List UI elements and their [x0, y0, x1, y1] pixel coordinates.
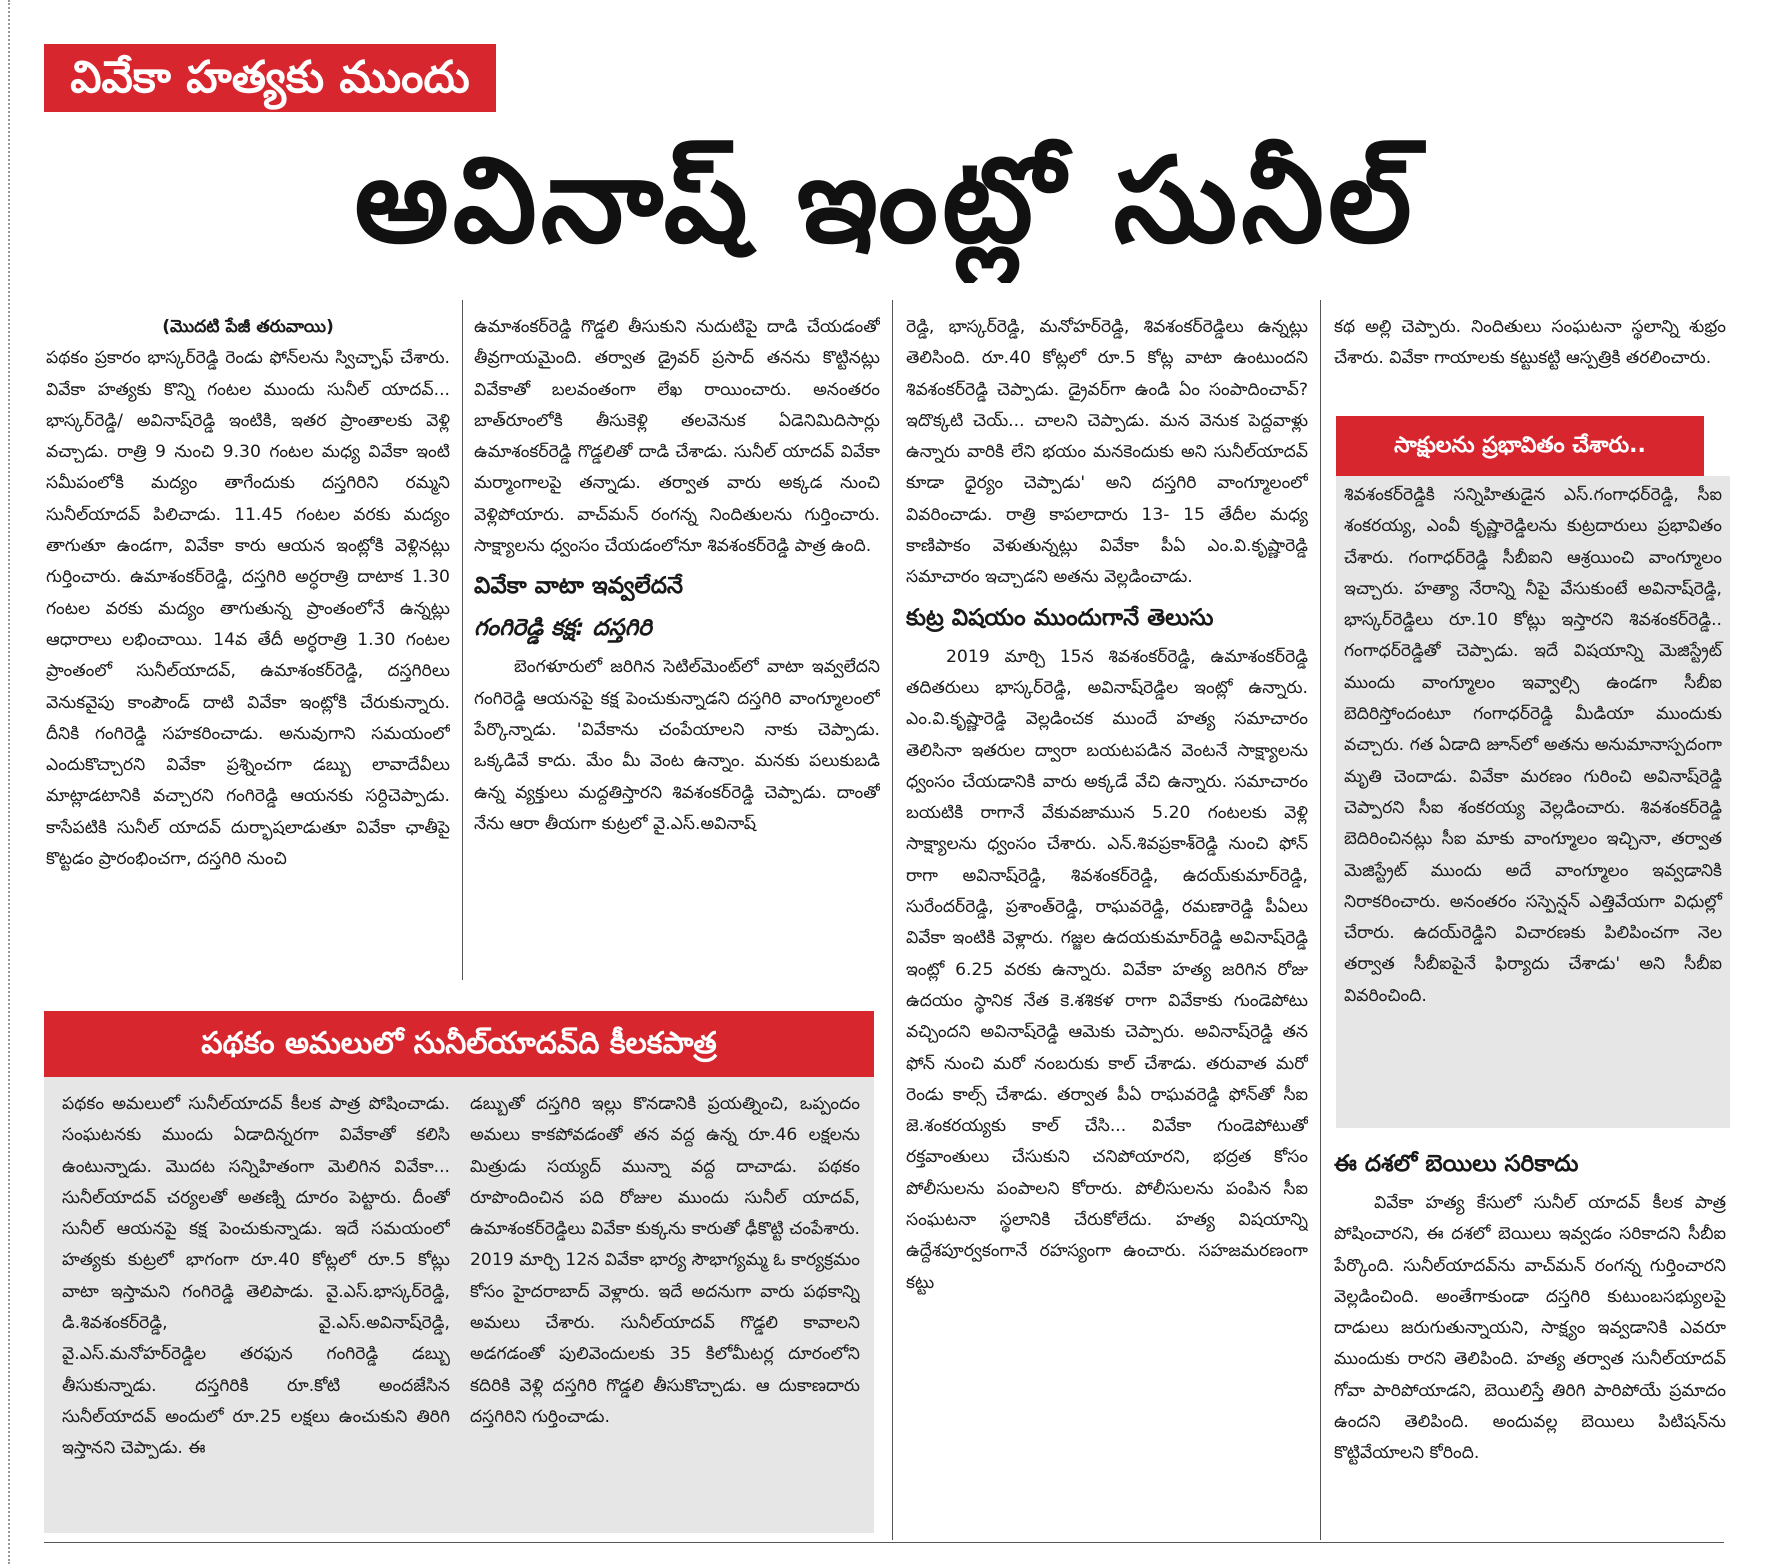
- column-rule-3: [1320, 300, 1321, 1540]
- column-4-paragraph-2: వివేకా హత్య కేసులో సునీల్ యాదవ్ కీలక పాత్ర పోషించారని, ఈ దశలో బెయిలు ఇవ్వడం సరికాదని సీబీఐ పేర్కొంది. సునీల్‌యాదవ్‌ను వాచ్‌మన్ రంగన్న గుర్తించారని వెల్లడించింది. అంతేగాకుండా దస్తగిరి కుటుంబసభ్యులపై దాడులు జరుగుతున్నాయని, సాక్ష్యం ఇవ్వడానికి ఎవరూ ముందుకు రారని తెలిపింది. హత్య తర్వాత సునీల్‌యాదవ్ గోవా పారిపోయాడని, బెయిలిస్తే తిరిగి పారిపోయే ప్రమాదం ఉందని తెలిపింది. అందువల్ల బెయిలు పిటిషన్‌ను కొట్టివేయాలని కోరింది.: [1334, 1193, 1726, 1464]
- column-4-paragraph-1: కథ అల్లి చెప్పారు. నిందితులు సంఘటనా స్థలాన్ని శుభ్రం చేశారు. వివేకా గాయాలకు కట్టుకట్టి ఆస్పత్రికి తరలించారు.: [1334, 317, 1726, 369]
- feature-box: [44, 1077, 874, 1533]
- article-column-3: [906, 312, 1308, 1540]
- article-column-1: [46, 312, 450, 972]
- feature-box-left-column: [62, 1089, 450, 1521]
- subheading-conspiracy: కుట్ర విషయం ముందుగానే తెలుసు: [906, 604, 1214, 631]
- feature-box-left-text: పథకం అమలులో సునీల్‌యాదవ్ కీలక పాత్ర పోషించాడు. సంఘటనకు ముందు ఏడాదిన్నరగా వివేకాతో కలిసి ఉంటున్నాడు. మొదట సన్నిహితంగా మెలిగిన వివేకా... సునీల్‌యాదవ్ చర్యలతో అతణ్ని దూరం పెట్టారు. దీంతో సునీల్ ఆయనపై కక్ష పెంచుకున్నాడు. ఇదే సమయంలో హత్యకు కుట్రలో భాగంగా రూ.40 కోట్లలో రూ.5 కోట్లు వాటా ఇస్తామని గంగిరెడ్డి తెలిపాడు. వై.ఎస్.భాస్కర్‌రెడ్డి, డి.శివశంకర్‌రెడ్డి, వై.ఎస్.అవినాష్‌రెడ్డి, వై.ఎస్.మనోహర్‌రెడ్డిల తరఫున గంగిరెడ్డి డబ్బు తీసుకున్నాడు. దస్తగిరికి రూ.కోటి అందజేసిన సునీల్‌యాదవ్ అందులో రూ.25 లక్షలు ఉంచుకుని తిరిగి ఇస్తానని చెప్పాడు. ఈ: [62, 1094, 450, 1459]
- feature-box-right-column: [470, 1089, 860, 1521]
- witnesses-box: [1336, 476, 1730, 1128]
- column-1-paragraph: పథకం ప్రకారం భాస్కర్‌రెడ్డి రెండు ఫోన్‌లను స్విచ్ఛాఫ్ చేశారు. వివేకా హత్యకు కొన్ని గంటల ముందు సునీల్ యాదవ్... భాస్కర్‌రెడ్డి/ అవినాష్‌రెడ్డి ఇంటికి, ఇతర ప్రాంతాలకు వెళ్లి వచ్చాడు. రాత్రి 9 నుంచి 9.30 గంటల మధ్య వివేకా ఇంటి సమీపంలోకి మద్యం తాగేందుకు దస్తగిరిని రమ్మని సునీల్‌యాదవ్ పిలిచాడు. 11.45 గంటల వరకు మద్యం తాగుతూ ఉండగా, వివేకా కారు ఆయన ఇంట్లోకి వెళ్లినట్లు గుర్తించారు. ఉమాశంకర్‌రెడ్డి, దస్తగిరి అర్ధరాత్రి దాటాక 1.30 గంటల వరకు మద్యం తాగుతున్న ప్రాంతంలోనే ఉన్నట్లు ఆధారాలు లభించాయి. 14వ తేదీ అర్ధరాత్రి 1.30 గంటల ప్రాంతంలో సునీల్‌యాదవ్, ఉమాశంకర్‌రెడ్డి, దస్తగిరిలు వెనుకవైపు కాంపౌండ్ దాటి వివేకా ఇంట్లోకి చేరుకున్నారు. దీనికి గంగిరెడ్డి సహకరించాడు. అనువుగాని సమయంలో ఎందుకొచ్చారని వివేకా ప్రశ్నించగా డబ్బు లావాదేవీలు మాట్లాడటానికి వచ్చారని గంగిరెడ్డి ఆయనకు సర్దిచెప్పాడు. కాసేపటికి సునీల్ యాదవ్ దుర్భాషలాడుతూ వివేకా ఛాతీపై కొట్టడం ప్రారంభించగా, దస్తగిరి నుంచి: [46, 348, 450, 870]
- article-column-4-bottom: [1334, 1146, 1726, 1540]
- subheading-2: గంగిరెడ్డి కక్ష: దస్తగిరి: [474, 615, 652, 642]
- feature-box-title: పథకం అమలులో సునీల్‌యాదవ్‌ది కీలకపాత్ర: [44, 1011, 874, 1077]
- kicker-label: వివేకా హత్యకు ముందు: [44, 44, 496, 112]
- subheading-bail: ఈ దశలో బెయిలు సరికాదు: [1334, 1151, 1579, 1177]
- feature-box-right-text: డబ్బుతో దస్తగిరి ఇల్లు కొనడానికి ప్రయత్నించి, ఒప్పందం అమలు కాకపోవడంతో తన వద్ద ఉన్న రూ.46 లక్షలను మిత్రుడు సయ్యద్ మున్నా వద్ద దాచాడు. పథకం రూపొందించిన పది రోజుల ముందు సునీల్ యాదవ్, ఉమాశంకర్‌రెడ్డిలు వివేకా కుక్కను కారుతో ఢీకొట్టి చంపేశారు. 2019 మార్చి 12న వివేకా భార్య సౌభాగ్యమ్మ ఓ కార్యక్రమం కోసం హైదరాబాద్ వెళ్లారు. ఇదే అదనుగా వారు పథకాన్ని అమలు చేశారు. సునీల్‌యాదవ్ గొడ్డలి కావాలని అడగడంతో పులివెందులకు 35 కిలోమీటర్ల దూరంలోని కదిరికి వెళ్లి దస్తగిరి గొడ్డలి తీసుకొచ్చాడు. ఆ దుకాణదారు దస్తగిరిని గుర్తించాడు.: [470, 1094, 860, 1427]
- column-2-paragraph-2: బెంగళూరులో జరిగిన సెటిల్‌మెంట్‌లో వాటా ఇవ్వలేదని గంగిరెడ్డి ఆయనపై కక్ష పెంచుకున్నాడని దస్తగిరి వాంగ్మూలంలో పేర్కొన్నాడు. 'వివేకాను చంపేయాలని నాకు చెప్పాడు. ఒక్కడివే కాదు. మేం మీ వెంట ఉన్నాం. మనకు పలుకుబడి ఉన్న వ్యక్తులు మద్దతిస్తారని శివశంకర్‌రెడ్డి చెప్పాడు. దాంతో నేను ఆరా తీయగా కుట్రలో వై.ఎస్.అవినాష్: [474, 657, 880, 834]
- witnesses-box-text: శివశంకర్‌రెడ్డికి సన్నిహితుడైన ఎస్.గంగాధర్‌రెడ్డి, సీఐ శంకరయ్య, ఎంవీ కృష్ణారెడ్డిలను కుట్రదారులు ప్రభావితం చేశారు. గంగాధర్‌రెడ్డి సీబీఐని ఆశ్రయించి వాంగ్మూలం ఇచ్చారు. హత్యా నేరాన్ని నీపై వేసుకుంటే అవినాష్‌రెడ్డి, భాస్కర్‌రెడ్డిలు రూ.10 కోట్లు ఇస్తారని శివశంకర్‌రెడ్డి.. గంగాధర్‌రెడ్డితో చెప్పాడు. ఇదే విషయాన్ని మెజిస్ట్రేట్ ముందు వాంగ్మూలం ఇవ్వాల్సి ఉండగా సీబీఐ బెదిరిస్తోందంటూ గంగాధర్‌రెడ్డి మీడియా ముందుకు వచ్చారు. గత ఏడాది జూన్‌లో అతను అనుమానాస్పదంగా మృతి చెందాడు. వివేకా మరణం గురించి అవినాష్‌రెడ్డి చెప్పారని సీఐ శంకరయ్య వెల్లడించారు. శివశంకర్‌రెడ్డి బెదిరించినట్లు సీఐ మాకు వాంగ్మూలం ఇచ్చినా, తర్వాత మెజిస్ట్రేట్ ముందు అదే వాంగ్మూలం ఇవ్వడానికి నిరాకరించారు. అనంతరం సస్పెన్షన్ ఎత్తివేయగా విధుల్లో చేరారు. ఉదయ్‌రెడ్డిని విచారణకు పిలిపించగా నెల తర్వాత సీబీఐపైనే ఫిర్యాదు చేశాడు' అని సీబీఐ వివరించింది.: [1344, 485, 1722, 1006]
- dateline: (మొదటి పేజీ తరువాయి): [162, 317, 334, 337]
- headline: అవినాష్ ఇంట్లో సునీల్: [354, 131, 1416, 269]
- column-rule-2: [892, 300, 893, 1540]
- page-edge-marks: [8, 0, 10, 1564]
- article-column-4-top: [1334, 312, 1726, 408]
- column-3-paragraph-2: 2019 మార్చి 15న శివశంకర్‌రెడ్డి, ఉమాశంకర్‌రెడ్డి తదితరులు భాస్కర్‌రెడ్డి, అవినాష్‌రెడ్డిల ఇంట్లో ఉన్నారు. ఎం.వి.కృష్ణారెడ్డి వెల్లడించక ముందే హత్య సమాచారం తెలిసినా ఇతరుల ద్వారా బయటపడిన వెంటనే సాక్ష్యాలను ధ్వంసం చేయడానికి వారు అక్కడే వేచి ఉన్నారు. సమాచారం బయటికి రాగానే వేకువజామున 5.20 గంటలకు వెళ్లి సాక్ష్యాలను ధ్వంసం చేశారు. ఎన్.శివప్రకాశ్‌రెడ్డి నుంచి ఫోన్ రాగా అవినాష్‌రెడ్డి, శివశంకర్‌రెడ్డి, ఉదయ్‌కుమార్‌రెడ్డి, సురేందర్‌రెడ్డి, ప్రశాంత్‌రెడ్డి, రాఘవరెడ్డి, రమణారెడ్డి పీఏలు వివేకా ఇంటికి వెళ్లారు. గజ్జల ఉదయకుమార్‌రెడ్డి అవినాష్‌రెడ్డి ఇంట్లో 6.25 వరకు ఉన్నారు. వివేకా హత్య జరిగిన రోజు ఉదయం స్థానిక నేత కె.శశికళ రాగా వివేకాకు గుండెపోటు వచ్చిందని అవినాష్‌రెడ్డి ఆమెకు చెప్పారు. అవినాష్‌రెడ్డి తన ఫోన్ నుంచి మరో నంబరుకు కాల్ చేశాడు. తరువాత మరో రెండు కాల్స్ చేశాడు. తర్వాత పీఏ రాఘవరెడ్డి ఫోన్‌తో సీఐ జె.శంకరయ్యకు కాల్ చేసి... వివేకా గుండెపోటుతో రక్తవాంతులు చేసుకుని చనిపోయారని, భద్రత కోసం పోలీసులను పంపాలని కోరారు. పోలీసులను పంపిన సీఐ సంఘటనా స్థలానికి చేరుకోలేదు. హత్య విషయాన్ని ఉద్దేశపూర్వకంగానే రహస్యంగా ఉంచారు. సహజమరణంగా కట్టు: [906, 646, 1308, 1293]
- bottom-rule: [44, 1542, 1724, 1543]
- column-rule-1: [462, 300, 463, 980]
- subheading-1: వివేకా వాటా ఇవ్వలేదనే: [474, 573, 684, 600]
- witnesses-box-title: సాక్షులను ప్రభావితం చేశారు..: [1336, 416, 1704, 476]
- column-3-paragraph-1: రెడ్డి, భాస్కర్‌రెడ్డి, మనోహర్‌రెడ్డి, శివశంకర్‌రెడ్డిలు ఉన్నట్లు తెలిసింది. రూ.40 కోట్లలో రూ.5 కోట్ల వాటా ఉంటుందని శివశంకర్‌రెడ్డి చెప్పాడు. డ్రైవర్‌గా ఉండి ఏం సంపాదించావ్? ఇదొక్కటి చెయ్... చాలని చెప్పాడు. మన వెనుక పెద్దవాళ్లు ఉన్నారు వారికి లేని భయం మనకెందుకు అని సునీల్‌యాదవ్ కూడా ధైర్యం చెప్పాడు' అని దస్తగిరి వాంగ్మూలంలో వివరించాడు. రాత్రి కాపలాదారు 13- 15 తేదీల మధ్య కాణిపాకం వెళుతున్నట్లు వివేకా పీఏ ఎం.వి.కృష్ణారెడ్డి సమాచారం ఇచ్చాడని అతను వెల్లడించాడు.: [906, 317, 1308, 588]
- column-2-paragraph-1: ఉమాశంకర్‌రెడ్డి గొడ్డలి తీసుకుని నుదుటిపై దాడి చేయడంతో తీవ్రగాయమైంది. తర్వాత డ్రైవర్ ప్రసాద్ తనను కొట్టినట్లు వివేకాతో బలవంతంగా లేఖ రాయించారు. అనంతరం బాత్‌రూంలోకి తీసుకెళ్లి తలవెనుక ఏడెనిమిదిసార్లు ఉమాశంకర్‌రెడ్డి గొడ్డలితో దాడి చేశాడు. సునీల్ యాదవ్ వివేకా మర్మాంగాలపై తన్నాడు. తర్వాత వారు అక్కడ నుంచి వెళ్లిపోయారు. వాచ్‌మన్ రంగన్న నిందితులను గుర్తించారు. సాక్ష్యాలను ధ్వంసం చేయడంలోనూ శివశంకర్‌రెడ్డి పాత్ర ఉంది.: [474, 317, 880, 557]
- article-column-2: [474, 312, 880, 972]
